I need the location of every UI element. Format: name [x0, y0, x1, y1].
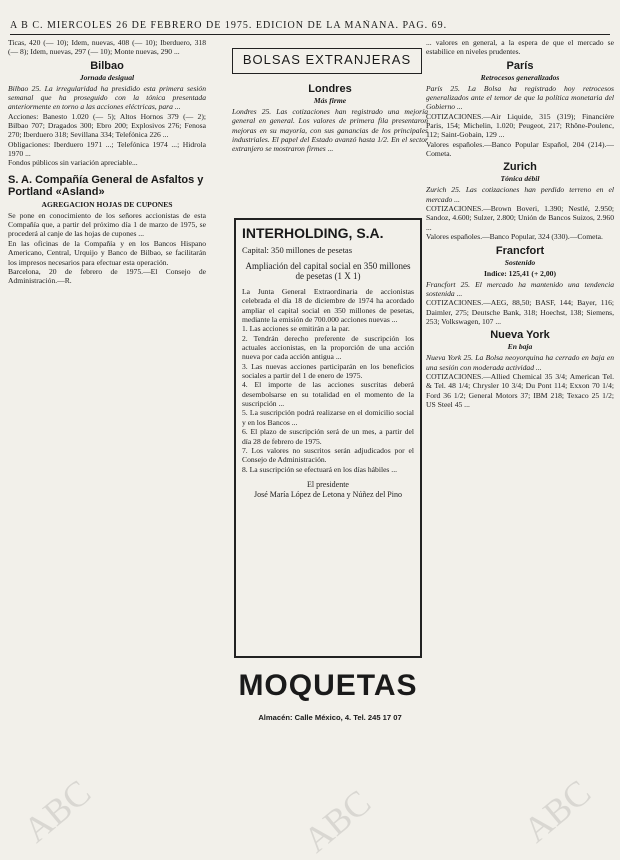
- aslan-title: S. A. Compañía General de Asfaltos y Portland «Asland»: [8, 173, 204, 198]
- nueva-york-subtitle: En baja: [507, 342, 533, 352]
- interholding-ampliacion: Ampliación del capital social en 350 millones de pesetas (1 X 1): [245, 261, 411, 281]
- almacen-address: Almacén: Calle México, 4. Tel. 245 17 07: [258, 713, 402, 722]
- paris-subtitle: Retrocesos generalizados: [480, 72, 560, 82]
- zurich-title: Zurich: [503, 161, 537, 174]
- francfort-text: Francfort 25. El mercado ha mantenido una tendencia sostenida ...: [426, 279, 614, 298]
- signature-name: José María López de Letona y Núñez del Pino: [254, 489, 402, 499]
- francfort-cotizaciones: COTIZACIONES.—AEG, 88,50; BASF, 144; Bayer, 116; Daimler, 275; Deutsche Bank, 318; Hoechst, 138; Siemens, 253; Volkswagen, 107 ...: [426, 298, 614, 326]
- francfort-subtitle: Sostenido: [504, 257, 536, 267]
- bilbao-intro: Bilbao 25. La irregularidad ha presidido esta primera sesión semanal que ha proseguido con la tónica presentada anteriormente en torno a las acciones eléctricas, para ...: [8, 83, 206, 112]
- abc-watermark-icon: ABC: [515, 771, 599, 851]
- interholding-signature: [242, 480, 414, 500]
- interholding-condition-2: 2. Tendrán derecho preferente de suscripción los actuales accionistas, en la proporción de una acción nueva por cada acción antigua ...: [242, 333, 414, 362]
- aslan-subtitle: AGREGACION HOJAS DE CUPONES: [41, 199, 173, 209]
- top-fragment: Ticas, 420 (— 10); Idem, nuevas, 408 (— 10); Iberduero, 318 (— 8); Idem, nuevas, 297 (— 10); Monte nuevas, 290 ...: [8, 38, 206, 57]
- nueva-york-cotizaciones: COTIZACIONES.—Allied Chemical 35 3/4; American Tel. & Tel. 48 1/4; Chrysler 10 3/4; Du Pont 114; Exxon 70 1/4; Ford 36 1/2; General Motors 37; IBM 218; Texaco 25 1/2; US Steel 45 ...: [426, 371, 614, 409]
- zurich-valores: Valores españoles.—Banco Popular, 324 (330).—Cometa.: [426, 232, 603, 242]
- right-top-fragment: ... valores en general, a la espera de que el mercado se estabilice en niveles prudentes.: [426, 38, 614, 57]
- bilbao-bonos: Obligaciones: Iberduero 1971 ...; Telefónica 1974 ...; Hidrola 1970 ...: [8, 139, 206, 159]
- nueva-york-text: Nueva York 25. La Bolsa neoyorquina ha cerrado en baja en una sesión con moderada actividad ...: [426, 353, 614, 372]
- zurich-subtitle: Tónica débil: [500, 174, 540, 184]
- abc-watermark-icon: ABC: [15, 771, 99, 851]
- left-column: [8, 38, 206, 850]
- interholding-intro: La Junta General Extraordinaria de accionistas celebrada el día 18 de diciembre de 1974 ha acordado ampliar el capital social en 350 millones de pesetas, mediante la emisión de 700.000 acciones nuevas ...: [242, 287, 414, 325]
- interholding-ad: [234, 218, 422, 658]
- zurich-cotizaciones: COTIZACIONES.—Brown Boveri, 1.390; Nestlé, 2.950; Sandoz, 4.600; Sulzer, 2.800; Unión de Bancos Suizos, 2.960 ...: [426, 204, 614, 232]
- page-header: A B C. MIERCOLES 26 DE FEBRERO DE 1975. EDICION DE LA MAÑANA. PAG. 69.: [10, 20, 610, 35]
- interholding-condition-8: 8. La suscripción se efectuará en los días hábiles ...: [242, 464, 397, 474]
- moquetas-ad: MOQUETAS: [238, 669, 418, 702]
- londres-text: Londres 25. Las cotizaciones han registrado una mejoría general en general. Los valores de primera fila presentaron mejoras en su mayoría, con sus ganancias de los principales industriales. El papel del Estado avanzó hasta 1/2. En el sector extranjero se mostraron firmes ...: [232, 107, 428, 154]
- interholding-title: INTERHOLDING, S.A.: [242, 225, 384, 241]
- interholding-condition-3: 3. Las nuevas acciones participarán en los beneficios sociales a partir del 1 de enero de 1975.: [242, 361, 414, 381]
- interholding-condition-5: 5. La suscripción podrá realizarse en el domicilio social y en los Bancos ...: [242, 408, 414, 427]
- paris-title: París: [506, 59, 534, 72]
- bolsas-extranjeras-title: BOLSAS EXTRANJERAS: [232, 48, 422, 74]
- interholding-condition-1: 1. Las acciones se emitirán a la par.: [242, 324, 350, 334]
- interholding-condition-4: 4. El importe de las acciones suscritas deberá desembolsarse en su totalidad en el momento de la suscripción ...: [242, 380, 414, 409]
- bilbao-subtitle: Jornada desigual: [79, 72, 135, 82]
- middle-column: [232, 38, 428, 850]
- nueva-york-title: Nueva York: [490, 329, 550, 342]
- aslan-signature: Barcelona, 20 de febrero de 1975.—El Consejo de Administración.—R.: [8, 266, 206, 286]
- paris-valores: Valores españoles.—Banco Popular Español, 204 (214).—Cometa.: [426, 139, 614, 159]
- londres-subtitle: Más firme: [313, 96, 347, 105]
- londres-title: Londres: [308, 83, 352, 95]
- bilbao-noticia: Fondos públicos sin variación apreciable...: [8, 158, 138, 168]
- signature-title: El presidente: [307, 479, 349, 489]
- interholding-condition-6: 6. El plazo de suscripción será de un mes, a partir del día 28 de febrero de 1975.: [242, 427, 414, 446]
- bilbao-title: Bilbao: [90, 59, 124, 72]
- aslan-text-2: En las oficinas de la Compañía y en los Bancos Hispano Americano, Central, Urquijo y Banco de Bilbao, se facilitarán los impresos necesarios para efectuar esta operación.: [8, 238, 206, 267]
- paris-cotizaciones: COTIZACIONES.—Air Liquide, 315 (319); Financière Paris, 154; Michelin, 1.020; Peugeot, 217; Rhône-Poulenc, 112; Saint-Gobain, 129 ...: [426, 111, 614, 140]
- aslan-text: Se pone en conocimiento de los señores accionistas de esta Compañía que, a partir del próximo día 1 de marzo de 1975, se procederá al canje de las hojas de cupones ...: [8, 210, 206, 239]
- paris-text: París 25. La Bolsa ha registrado hoy retrocesos generalizados ante el temor de que la política monetaria del Gobierno ...: [426, 83, 614, 112]
- interholding-capital: Capital: 350 millones de pesetas: [242, 245, 353, 255]
- francfort-index: Indice: 125,41 (+ 2,00): [483, 268, 557, 278]
- interholding-condition-7: 7. Los valores no suscritos serán adjudicados por el Consejo de Administración.: [242, 445, 414, 465]
- zurich-text: Zurich 25. Las cotizaciones han perdido terreno en el mercado ...: [426, 185, 614, 204]
- francfort-title: Francfort: [495, 244, 545, 257]
- right-column: [426, 38, 614, 850]
- bilbao-acciones: Acciones: Banesto 1.020 (— 5); Altos Hornos 379 (— 2); Bilbao 707; Dragados 300; Ebro 200; Explosivos 276; Fenosa 270; Iberduero 318; Sevillana 334; Telefónica 226 ...: [8, 111, 206, 140]
- abc-watermark-icon: ABC: [295, 781, 379, 860]
- interholding-conditions: [242, 324, 414, 474]
